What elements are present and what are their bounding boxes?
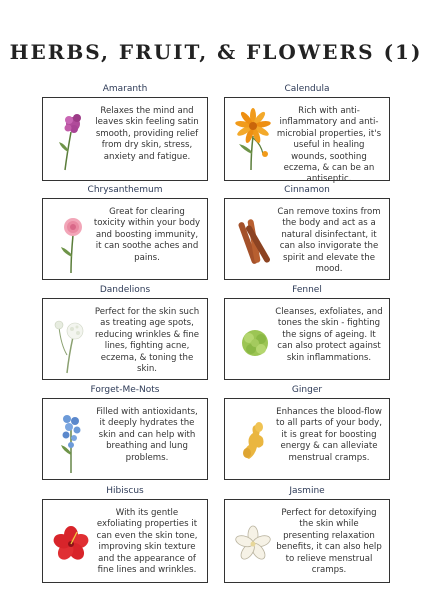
jasmine-flower-icon <box>229 506 279 576</box>
card-label-calendula: Calendula <box>284 84 330 94</box>
card-calendula <box>224 97 390 185</box>
dandelion-icon <box>47 305 97 375</box>
calendula-flower-icon <box>229 104 279 174</box>
card-fennel <box>224 298 390 380</box>
card-label-ginger: Ginger <box>291 385 323 395</box>
card-amaranth <box>42 97 208 181</box>
page-title: HERBS, FRUIT, & FLOWERS (1) <box>9 40 423 64</box>
card-description-forget-me-nots: Filled with antioxidants, it deeply hydrates the skin and can help with breathing and lung problems. <box>96 407 198 463</box>
card-label-cinnamon: Cinnamon <box>284 185 330 195</box>
card-label-hibiscus: Hibiscus <box>106 486 144 496</box>
hibiscus-flower-icon <box>47 506 97 576</box>
card-description-chrysanthemum: Great for clearing toxicity within your body and boosting immunity, it can soothe aches and pains. <box>93 207 201 263</box>
card-ginger <box>224 398 390 480</box>
card-description-hibiscus: With its gentle exfoliating properties it can even the skin tone, improving skin texture and the appearance of fine lines and wrinkles. <box>96 508 198 576</box>
card-hibiscus <box>42 499 208 583</box>
card-jasmine <box>224 499 390 583</box>
card-cinnamon <box>224 198 390 280</box>
card-description-jasmine: Perfect for detoxifying the skin while presenting relaxation benefits, it can also help to relieve menstrual cramps. <box>276 508 382 576</box>
card-description-dandelions: Perfect for the skin such as treating age spots, reducing wrinkles & fine lines, fighting acne, eczema, & toning the skin. <box>94 307 200 375</box>
card-description-fennel: Cleanses, exfoliates, and tones the skin - fighting the signs of ageing. It can also protect against skin inflammations. <box>275 307 383 363</box>
card-label-jasmine: Jasmine <box>289 486 325 496</box>
forget-me-not-flower-icon <box>47 405 97 475</box>
fennel-icon <box>229 305 279 375</box>
card-chrysanthemum <box>42 198 208 280</box>
chrysanthemum-flower-icon <box>47 205 97 275</box>
card-label-forget-me-nots: Forget-Me-Nots <box>90 385 160 395</box>
card-label-fennel: Fennel <box>292 285 322 295</box>
card-label-amaranth: Amaranth <box>102 84 148 94</box>
card-description-cinnamon: Can remove toxins from the body and act as a natural disinfectant, it can also invigorate the spirit and elevate the mood. <box>277 207 381 275</box>
card-description-amaranth: Relaxes the mind and leaves skin feeling satin smooth, providing relief from dry skin, stress, anxiety and fatigue. <box>95 106 199 162</box>
card-description-ginger: Enhances the blood-flow to all parts of your body, it is great for boosting energy & can alleviate menstrual cramps. <box>275 407 383 463</box>
card-label-dandelions: Dandelions <box>99 285 151 295</box>
card-dandelions <box>42 298 208 380</box>
amaranth-flower-icon <box>47 104 97 174</box>
card-description-calendula: Rich with anti-inflammatory and anti-microbial properties, it's useful in healing wounds, soothing eczema, & can be an antiseptic. <box>276 106 382 185</box>
card-forget-me-nots <box>42 398 208 480</box>
ginger-root-icon <box>229 405 279 475</box>
card-label-chrysanthemum: Chrysanthemum <box>87 185 163 195</box>
cinnamon-sticks-icon <box>229 205 279 275</box>
